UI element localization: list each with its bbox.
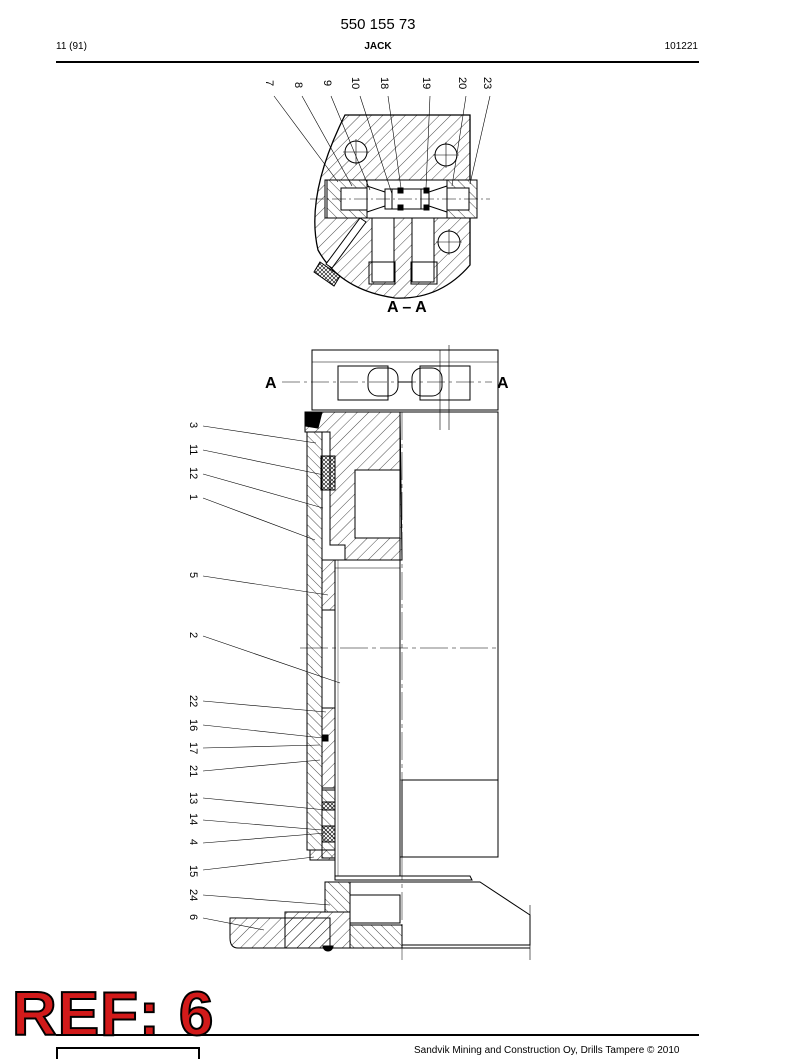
callout-21: 21 [187,765,199,778]
section-title: JACK [364,41,392,52]
reference-badge: REF: 6 [12,980,215,1049]
callout-16: 16 [187,719,199,732]
callout-5: 5 [187,572,199,579]
callout-1: 1 [187,494,199,501]
callout-2: 2 [187,632,199,639]
callout-12: 12 [187,467,199,480]
document-number: 550 155 73 [340,16,416,33]
callout-22: 22 [187,695,199,708]
callout-24: 24 [187,889,199,902]
callout-11: 11 [187,444,199,456]
section-a-a-callouts [263,77,493,89]
callout-14: 14 [187,813,199,826]
callout-19: 19 [420,77,432,90]
callout-7: 7 [263,80,275,87]
main-assembly-view [230,345,530,960]
callout-23: 23 [481,77,493,90]
section-view-label: A – A [387,299,427,316]
main-view-callouts [187,422,199,920]
callout-6: 6 [187,914,199,921]
callout-18: 18 [378,77,390,90]
callout-4: 4 [187,839,199,846]
callout-9: 9 [321,80,333,87]
callout-3: 3 [187,422,199,429]
document-date-code: 101221 [664,41,698,52]
copyright-notice: Sandvik Mining and Construction Oy, Drills Tampere © 2010 [414,1045,680,1056]
section-marker-right: A [497,375,509,392]
callout-15: 15 [187,865,199,878]
callout-13: 13 [187,792,199,805]
callout-17: 17 [187,742,199,755]
callout-10: 10 [349,77,361,90]
page-reference: 11 (91) [56,41,87,52]
section-a-a-view [310,115,490,298]
callout-20: 20 [456,77,468,90]
callout-8: 8 [292,82,304,89]
section-marker-left: A [265,375,277,392]
